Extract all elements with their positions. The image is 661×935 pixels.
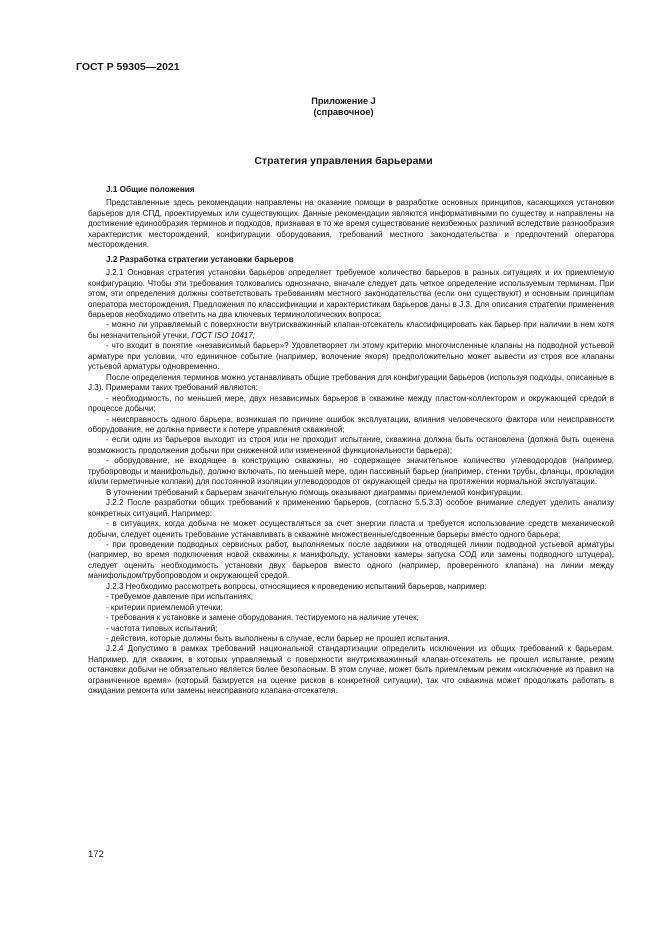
test-item-1: - требуемое давление при испытаниях; xyxy=(106,592,253,602)
test-item-5: - действия, которые должны быть выполнены в случае, если барьер не прошел испытания. xyxy=(106,634,450,644)
question-2: - что входит в понятие «независимый барьер»? Удовлетворяет ли этому критерию многочисленные клапаны на подводной устьевой арматуре при условии, что единичное событие (например, волочение якоря) предположительно может вывести из строя все клапаны устьевой арматуры одновременно. xyxy=(88,341,614,372)
paragraph-j2-4: J.2.4 Допустимо в рамках требований национальной стандартизации определить исключения из общих требований к барьерам. Например, для скважин, в которых управляемый с поверхности внутрискважинный клапан-отсекатель не прошел испытание, режим остановки добычи не обязательно является более безопасным. В этом случае, может быть приемлемым режим «исключение из правил на ограниченное время» (который базируется на оценке рисков в конкретной ситуации), так что скважина может продолжать работать в ожидании ремонта или замены неисправного клапана-отсекателя. xyxy=(88,644,614,696)
case-2: - при проведении подводных сервисных работ, выполняемых после задвижки на отводящей линии подводной устьевой арматуры (например, во время подключения новой скважины к манифольду, установки камеры запуска СОД или замены подводного штуцера), следует оценить необходимость установки двух барьеров вместо одного (например, проверенного клапана) на линии между манифольдом/трубопроводом и окружающей средой. xyxy=(88,539,614,581)
appendix-type: (справочное) xyxy=(313,107,374,117)
document-body xyxy=(88,185,614,697)
requirement-3: - если один из барьеров выходит из строя или не проходит испытание, скважина должна быть остановлена (должна быть оценена возможность продолжения добычи при сниженной или измененной функциональности барьера); xyxy=(88,435,614,455)
page-number: 172 xyxy=(88,849,104,860)
question-1 xyxy=(88,320,614,341)
paragraph-diagrams: В уточнении требований к барьерам значительную помощь оказывают диаграммы приемлемой конфигурации. xyxy=(106,487,523,497)
paragraph-after-terms: После определения терминов можно устанавливать общие требования для конфигурации барьеров (используя подходы, описанные в J.3). Примерами таких требований являются: xyxy=(88,372,614,393)
requirement-2: - неисправность одного барьера, возникшая по причине ошибок эксплуатации, влияния человеческого фактора или неисправности оборудования, не должна привести к потере управления скважиной; xyxy=(88,414,614,434)
paragraph-j1: Представленные здесь рекомендации направлены на оказание помощи в разработке основных принципов, касающихся установки барьеров для СПД, проектируемых или существующих. Данные рекомендации являются информативными по существу и направлены на достижение единообразия терминов и подходов, признавая в то же время существование неизбежных различий вследствие разнообразия характеристик месторождений, конфигурации оборудования, требований местного законодательства и предпочтений оператора месторождения. xyxy=(88,198,614,250)
test-item-3: - требования к установке и замене оборудования, тестируемого на наличие утечек; xyxy=(106,613,419,623)
requirement-1: - необходимость, по меньшей мере, двух независимых барьеров в скважине между пластом-коллектором и окружающей средой в процессе добычи; xyxy=(88,393,614,414)
question-1-end: ; xyxy=(252,330,256,340)
appendix-label: Приложение J xyxy=(311,96,376,106)
section-heading-j1: J.1 Общие положения xyxy=(106,185,195,194)
paragraph-j2-2: J.2.2 После разработки общих требований к применению барьеров, (согласно 5.5.3.3) особое внимание следует уделить анализу конкретных ситуаций. Например: xyxy=(88,498,614,518)
test-item-2: - критерии приемлемой утечки; xyxy=(106,602,223,612)
case-1: - в ситуациях, когда добыча не может осуществляться за счет энергии пласта и требуется использование средств механической добычи, следует оценить требование устанавливать в скважине множественные/сдвоенные барьеры вместо одного барьера; xyxy=(88,519,614,539)
question-1-text: - можно ли управляемый с поверхности внутрискважинный клапан-отсекатель классифицировать как барьер при наличии в нем хотя бы незначительной утечки, xyxy=(88,320,614,340)
standard-header: ГОСТ Р 59305—2021 xyxy=(76,61,180,73)
section-heading-j2: J.2 Разработка стратегии установки барьеров xyxy=(106,254,294,264)
page-title: Стратегия управления барьерами xyxy=(254,155,433,167)
question-1-reference: ГОСТ ISO 10417 xyxy=(191,330,253,340)
requirement-4: - оборудование, не входящее в конструкцию скважины, но содержащее значительное количество углеводородов (например, трубопроводы и манифольды), должно включать, по меньшей мере, один пассивный барьер (например, стенки трубы, фланцы, прокладки и/или герметичные колпаки) для постоянной изоляции углеводородов от окружающей среды на протяжении нормальной эксплуатации. xyxy=(88,456,614,487)
paragraph-j2-1: J.2.1 Основная стратегия установки барьеров определяет требуемое количество барьеров в разных ситуациях и их приемлемую конфигурацию. Чтобы эти требования толковались однозначно, вначале следует дать четкое определение используемым терминам. При этом, эти определения должны соответствовать требованиям местного законодательства (если они существуют) и основным принципам оператора месторождения. Предложения по классификации и характеристикам барьеров даны в J.3. Для описания стратегии применения барьеров необходимо ответить на два ключевых терминологических вопроса: xyxy=(88,268,614,319)
test-item-4: - частота типовых испытаний; xyxy=(106,623,218,633)
paragraph-j2-3: J.2.3 Необходимо рассмотреть вопросы, относящиеся к проведению испытаний барьеров, например: xyxy=(106,581,487,591)
